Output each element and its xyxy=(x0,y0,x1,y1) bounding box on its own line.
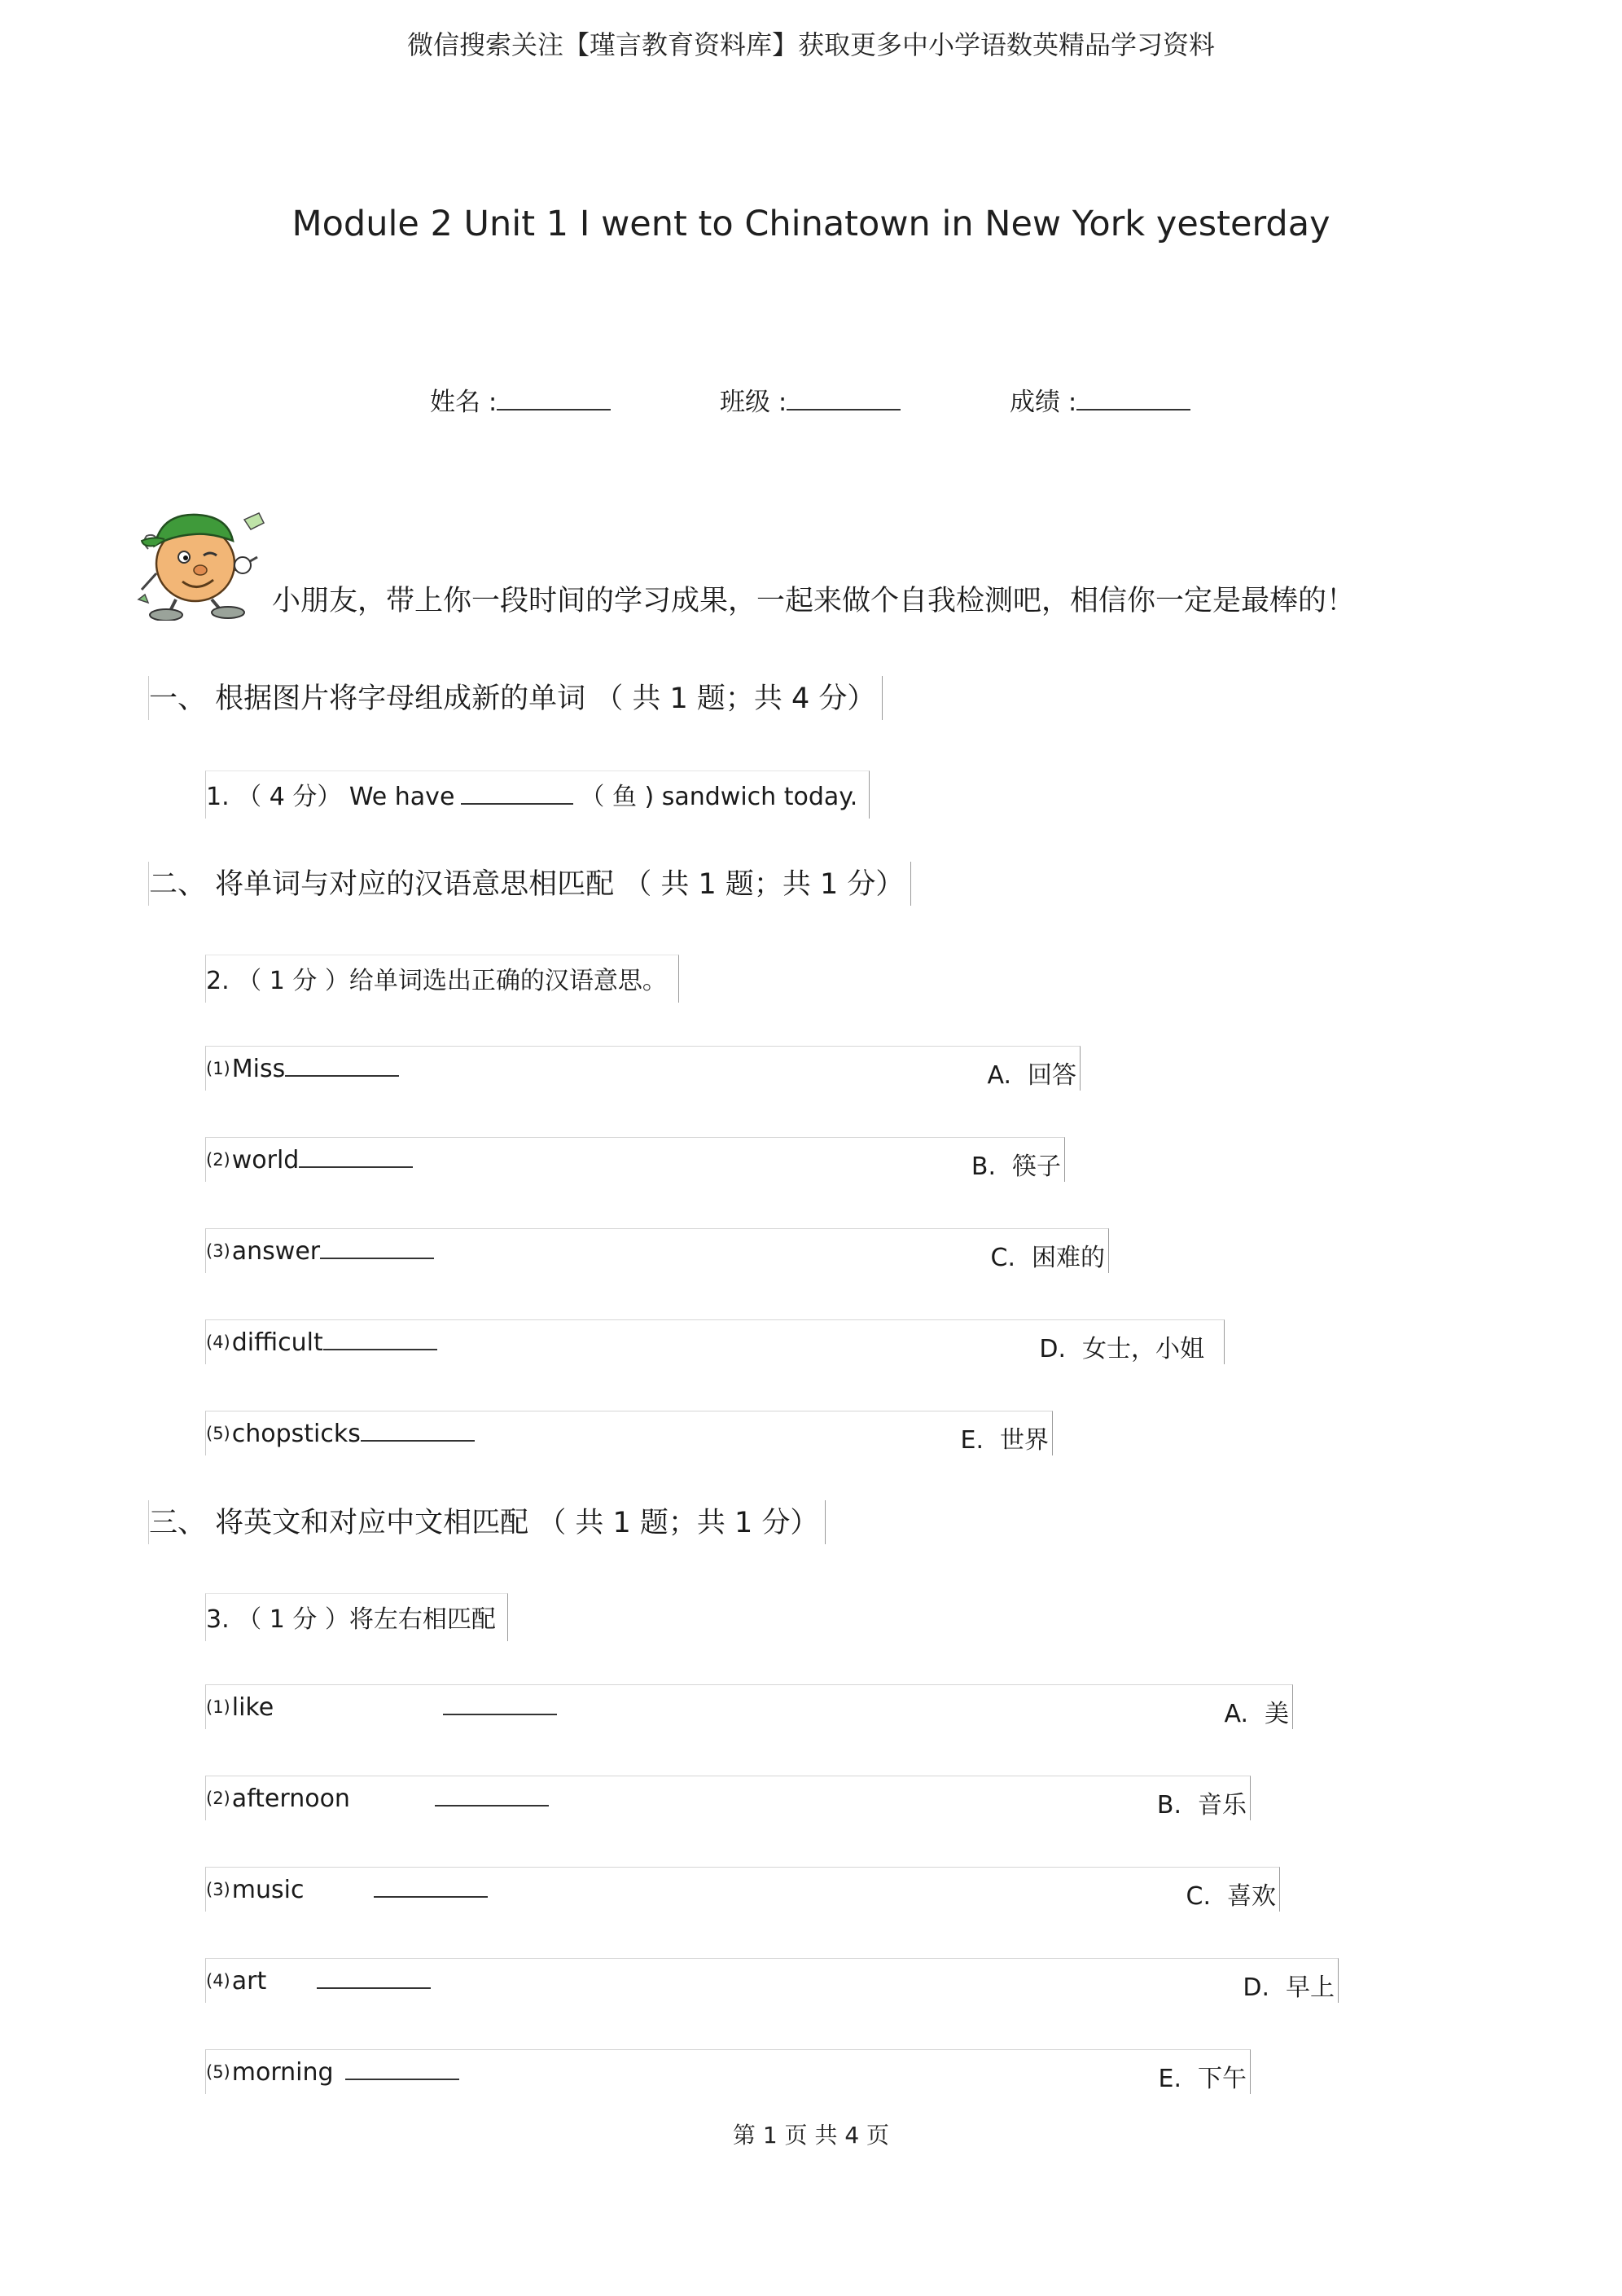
question-1-score: （ 4 分） xyxy=(237,783,342,811)
option-meaning: 下午 xyxy=(1198,2065,1247,2093)
intro-text: 小朋友，带上你一段时间的学习成果，一起来做个自我检测吧，相信你一定是最棒的！ xyxy=(272,585,1356,617)
question-2 xyxy=(205,955,679,1003)
option-letter: D. xyxy=(1039,1335,1066,1363)
option-letter: D. xyxy=(1243,1973,1269,2002)
item-word: chopsticks xyxy=(231,1420,361,1448)
answer-blank[interactable] xyxy=(435,1785,549,1807)
question-1-text-after: （ 鱼 ) sandwich today. xyxy=(580,783,858,811)
option-meaning: 回答 xyxy=(1028,1061,1076,1090)
item-word: difficult xyxy=(231,1328,323,1357)
match-row xyxy=(205,1046,1081,1091)
match-row xyxy=(205,1867,1280,1912)
option-meaning: 世界 xyxy=(1000,1426,1049,1455)
answer-blank[interactable] xyxy=(361,1420,475,1442)
option-meaning: 音乐 xyxy=(1198,1791,1247,1820)
match-option xyxy=(991,1237,1105,1273)
item-number: (1) xyxy=(206,1059,230,1078)
name-blank[interactable] xyxy=(497,388,611,410)
item-word: afternoon xyxy=(231,1785,350,1813)
match-row xyxy=(205,1776,1251,1820)
mascot-illustration xyxy=(137,498,267,621)
option-letter: C. xyxy=(990,1244,1015,1272)
item-word: morning xyxy=(231,2058,334,2087)
match-option xyxy=(961,1420,1050,1455)
answer-blank[interactable] xyxy=(374,1877,488,1898)
match-item xyxy=(206,1146,413,1174)
name-field[interactable] xyxy=(430,381,611,418)
option-meaning: 筷子 xyxy=(1012,1152,1061,1181)
match-row xyxy=(205,1411,1053,1455)
match-option xyxy=(1159,2058,1247,2094)
question-3 xyxy=(205,1593,508,1641)
answer-blank[interactable] xyxy=(317,1968,431,1989)
match-item xyxy=(206,1876,488,1904)
section-3-heading: 三、 将英文和对应中文相匹配 （ 共 1 题；共 1 分） xyxy=(148,1500,826,1544)
match-item xyxy=(206,1328,437,1357)
item-number: (4) xyxy=(206,1332,230,1352)
mascot-icon xyxy=(137,498,267,621)
item-number: (3) xyxy=(206,1880,230,1899)
option-meaning: 早上 xyxy=(1286,1973,1335,2002)
question-1-answer-blank[interactable] xyxy=(461,784,573,805)
class-blank[interactable] xyxy=(787,388,901,410)
item-number: (1) xyxy=(206,1697,230,1717)
section-1-heading: 一、 根据图片将字母组成新的单词 （ 共 1 题；共 4 分） xyxy=(148,676,883,720)
match-row xyxy=(205,1958,1339,2003)
section-2-heading: 二、 将单词与对应的汉语意思相匹配 （ 共 1 题；共 1 分） xyxy=(148,862,911,906)
item-word: answer xyxy=(231,1237,321,1266)
match-item xyxy=(206,1237,434,1266)
item-number: (2) xyxy=(206,1150,230,1170)
match-item xyxy=(206,1055,399,1083)
match-option xyxy=(1157,1785,1247,1820)
option-meaning: 困难的 xyxy=(1032,1244,1105,1272)
match-item xyxy=(206,1967,431,1995)
option-letter: A. xyxy=(1224,1700,1248,1728)
match-option xyxy=(1186,1876,1276,1912)
answer-blank[interactable] xyxy=(285,1056,399,1077)
top-banner: 微信搜索关注【瑾言教育资料库】获取更多中小学语数英精品学习资料 xyxy=(406,29,1215,60)
match-item xyxy=(206,2058,459,2087)
score-label: 成绩 : xyxy=(1010,388,1077,417)
item-number: (2) xyxy=(206,1789,230,1808)
match-row xyxy=(205,1137,1065,1182)
answer-blank[interactable] xyxy=(345,2059,459,2080)
item-number: (3) xyxy=(206,1241,230,1261)
match-item xyxy=(206,1420,475,1448)
option-letter: E. xyxy=(1158,2065,1181,2093)
item-word: world xyxy=(231,1146,300,1174)
question-1-number: 1. xyxy=(206,783,230,811)
page-footer: 第 1 页 共 4 页 xyxy=(732,2122,890,2149)
item-number: (5) xyxy=(206,1424,230,1443)
match-option xyxy=(987,1055,1076,1091)
option-meaning: 美 xyxy=(1265,1700,1289,1728)
name-label: 姓名 : xyxy=(430,388,498,417)
option-meaning: 喜欢 xyxy=(1227,1882,1276,1911)
match-option xyxy=(1224,1693,1289,1729)
option-letter: C. xyxy=(1186,1882,1211,1911)
question-3-text: （ 1 分 ）将左右相匹配 xyxy=(237,1605,496,1634)
item-word: like xyxy=(231,1693,274,1722)
match-option xyxy=(1039,1328,1204,1364)
class-field[interactable] xyxy=(720,381,901,418)
answer-blank[interactable] xyxy=(299,1147,413,1168)
option-letter: B. xyxy=(971,1152,996,1181)
answer-blank[interactable] xyxy=(443,1694,557,1715)
match-row xyxy=(205,2049,1251,2094)
item-number: (5) xyxy=(206,2062,230,2082)
match-item xyxy=(206,1785,549,1813)
question-1 xyxy=(205,770,870,819)
answer-blank[interactable] xyxy=(320,1238,434,1259)
match-row xyxy=(205,1684,1293,1729)
item-word: art xyxy=(231,1967,267,1995)
item-word: music xyxy=(231,1876,305,1904)
question-1-text-before: We have xyxy=(349,783,455,811)
option-letter: E. xyxy=(960,1426,984,1455)
option-letter: B. xyxy=(1156,1791,1181,1820)
match-row xyxy=(205,1319,1225,1364)
class-label: 班级 : xyxy=(720,388,787,417)
option-letter: A. xyxy=(987,1061,1011,1090)
match-option xyxy=(1243,1967,1335,2003)
question-2-text: （ 1 分 ）给单词选出正确的汉语意思。 xyxy=(237,967,667,995)
match-row xyxy=(205,1228,1109,1273)
item-number: (4) xyxy=(206,1971,230,1991)
option-meaning: 女士，小姐 xyxy=(1082,1335,1204,1363)
answer-blank[interactable] xyxy=(323,1329,437,1350)
item-word: Miss xyxy=(231,1055,286,1083)
page-title: Module 2 Unit 1 I went to Chinatown in New York yesterday xyxy=(292,204,1330,244)
question-3-number: 3. xyxy=(206,1605,230,1634)
match-item xyxy=(206,1693,557,1722)
question-2-number: 2. xyxy=(206,967,230,995)
score-field[interactable] xyxy=(1010,381,1190,418)
score-blank[interactable] xyxy=(1076,388,1190,410)
match-option xyxy=(971,1146,1061,1182)
